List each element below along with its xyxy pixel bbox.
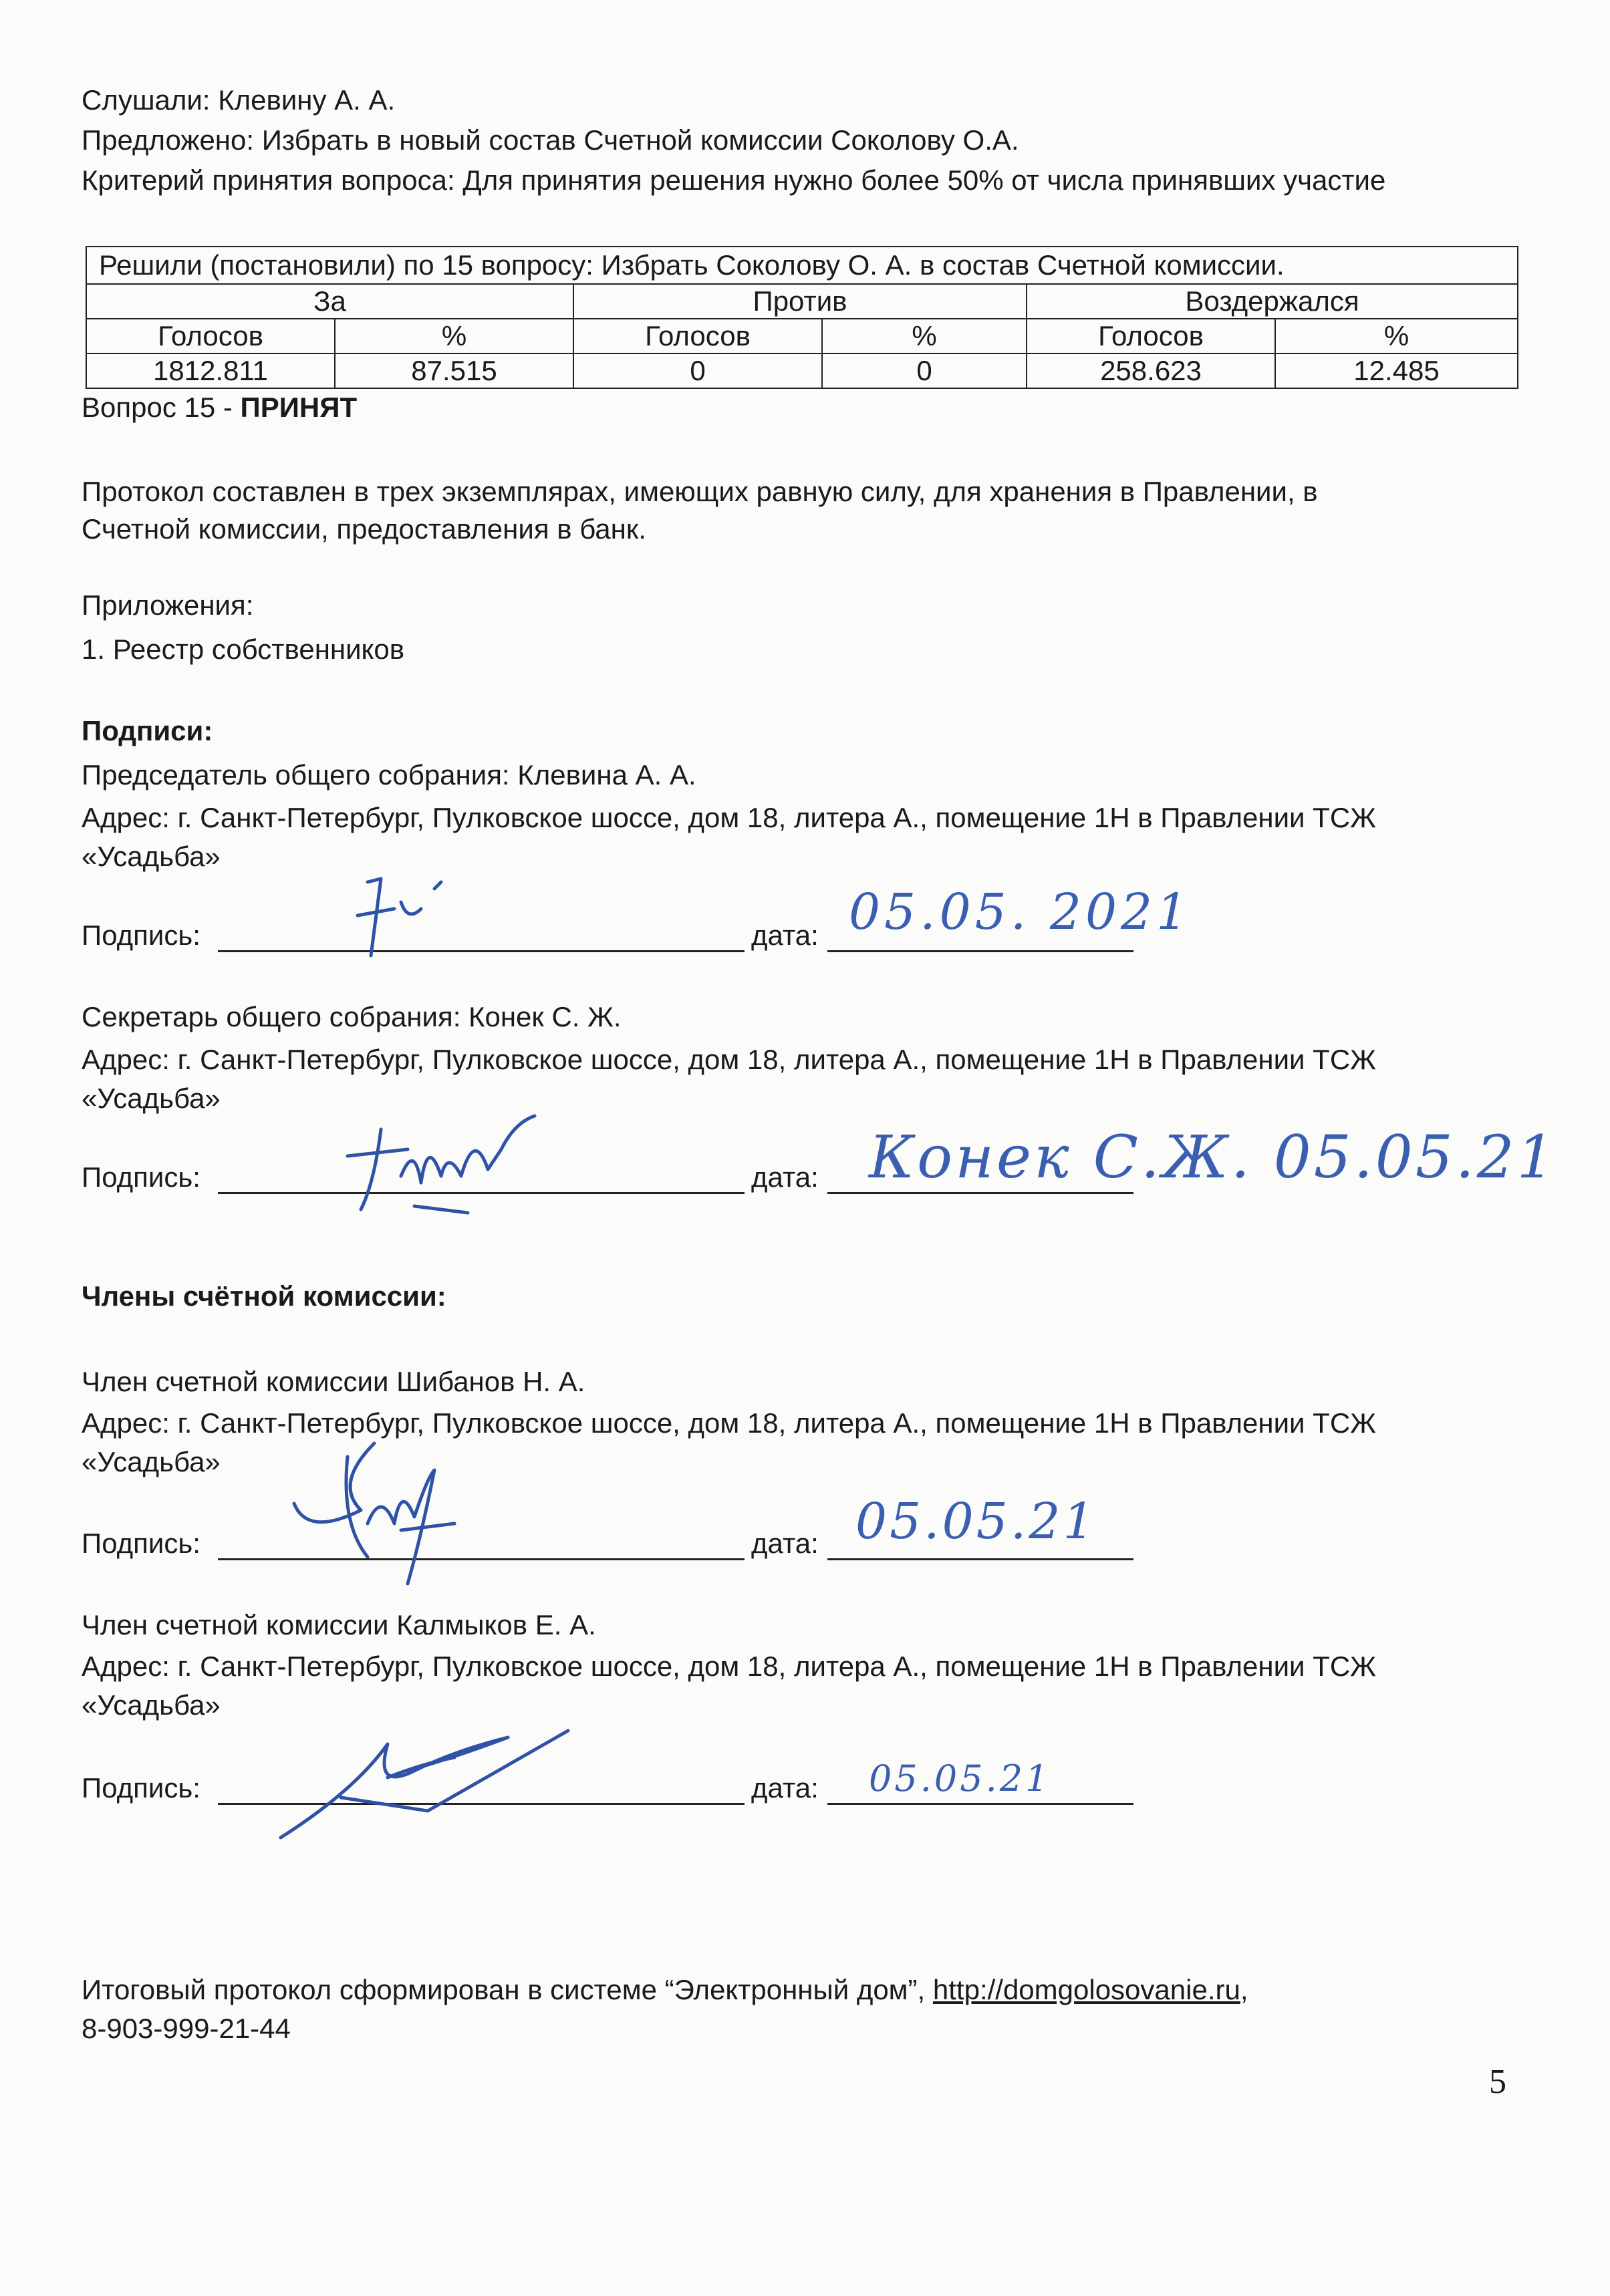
footer-text	[82, 1973, 1248, 2007]
criterion-line: Критерий принятия вопроса: Для принятия решения нужно более 50% от числа принявших участие	[82, 164, 1386, 196]
member-1-address-2: «Усадьба»	[82, 1446, 221, 1477]
vote-results-table	[86, 246, 1518, 389]
footer-website-link[interactable]: http://domgolosovanie.ru	[932, 1974, 1240, 2005]
page-number: 5	[1489, 2063, 1506, 2101]
secretary-role: Секретарь общего собрания: Конек С. Ж.	[82, 1001, 622, 1032]
member-2-date-line	[827, 1803, 1133, 1805]
footer-phone: 8-903-999-21-44	[82, 2013, 291, 2044]
member-2-address: Адрес: г. Санкт-Петербург, Пулковское шоссе, дом 18, литера А., помещение 1Н в Правлении ТСЖ	[82, 1651, 1376, 1682]
member-1-signature-label: Подпись:	[82, 1528, 200, 1559]
vote-caption: Решили (постановили) по 15 вопросу: Избрать Соколову О. А. в состав Счетной комиссии.	[86, 247, 1518, 284]
subheader-percent-for: %	[335, 319, 573, 353]
chairman-role: Председатель общего собрания: Клевина А. А.	[82, 759, 696, 791]
subheader-percent-abstained: %	[1275, 319, 1518, 353]
result-line	[82, 390, 357, 425]
secretary-date-label: дата:	[751, 1161, 819, 1193]
subheader-votes-against: Голосов	[573, 319, 822, 353]
member-1-date-label: дата:	[751, 1528, 819, 1559]
chairman-signature-label: Подпись:	[82, 919, 200, 951]
proposed-line: Предложено: Избрать в новый состав Счетной комиссии Соколову О.А.	[82, 124, 1019, 156]
secretary-signature-image	[334, 1096, 561, 1230]
group-against: Против	[573, 284, 1027, 319]
chairman-signature-image	[341, 862, 475, 969]
chairman-date-label: дата:	[751, 919, 819, 951]
chairman-signature-line	[218, 950, 745, 952]
secretary-date-handwritten: Конек С.Ж. 05.05.21	[869, 1123, 1557, 1191]
chairman-address: Адрес: г. Санкт-Петербург, Пулковское шоссе, дом 18, литера А., помещение 1Н в Правлении ТСЖ	[82, 802, 1376, 833]
value-percent-abstained: 12.485	[1275, 353, 1518, 388]
value-votes-abstained: 258.623	[1027, 353, 1275, 388]
signatures-title: Подписи:	[82, 715, 213, 746]
secretary-address-2: «Усадьба»	[82, 1083, 221, 1114]
secretary-date-line	[827, 1192, 1133, 1194]
result-status: ПРИНЯТ	[240, 392, 358, 423]
chairman-date-line	[827, 950, 1133, 952]
value-votes-for: 1812.811	[86, 353, 335, 388]
member-1-date-line	[827, 1558, 1133, 1560]
attachment-item-1: 1. Реестр собственников	[82, 633, 405, 665]
member-1-address: Адрес: г. Санкт-Петербург, Пулковское шоссе, дом 18, литера А., помещение 1Н в Правлении ТСЖ	[82, 1407, 1376, 1439]
group-abstained: Воздержался	[1027, 284, 1518, 319]
secretary-address: Адрес: г. Санкт-Петербург, Пулковское шоссе, дом 18, литера А., помещение 1Н в Правлении ТСЖ	[82, 1044, 1376, 1075]
member-2-address-2: «Усадьба»	[82, 1689, 221, 1721]
chairman-date-handwritten: 05.05. 2021	[849, 883, 1192, 941]
member-1-role: Член счетной комиссии Шибанов Н. А.	[82, 1366, 585, 1397]
value-percent-for: 87.515	[335, 353, 573, 388]
subheader-votes-for: Голосов	[86, 319, 335, 353]
member-2-date-handwritten: 05.05.21	[869, 1757, 1051, 1800]
footer-system-text: Итоговый протокол сформирован в системе “Электронный дом”,	[82, 1974, 933, 2005]
value-votes-against: 0	[573, 353, 822, 388]
attachments-title: Приложения:	[82, 589, 254, 621]
member-2-date-label: дата:	[751, 1772, 819, 1804]
commission-title: Члены счётной комиссии:	[82, 1280, 446, 1312]
result-prefix: Вопрос 15 -	[82, 392, 241, 423]
member-2-role: Член счетной комиссии Калмыков Е. А.	[82, 1609, 596, 1640]
member-2-signature-image	[254, 1717, 601, 1851]
member-2-signature-label: Подпись:	[82, 1772, 200, 1804]
footer-comma: ,	[1240, 1974, 1248, 2005]
chairman-address-2: «Усадьба»	[82, 841, 221, 872]
heard-line: Слушали: Клевину А. А.	[82, 84, 396, 116]
secretary-signature-label: Подпись:	[82, 1161, 200, 1193]
protocol-note-line-1: Протокол составлен в трех экземплярах, имеющих равную силу, для хранения в Правлении, в	[82, 476, 1318, 507]
group-for: За	[86, 284, 573, 319]
member-1-date-handwritten: 05.05.21	[855, 1493, 1097, 1550]
protocol-note-line-2: Счетной комиссии, предоставления в банк.	[82, 513, 646, 545]
subheader-percent-against: %	[822, 319, 1027, 353]
member-1-signature-image	[267, 1430, 468, 1590]
subheader-votes-abstained: Голосов	[1027, 319, 1275, 353]
value-percent-against: 0	[822, 353, 1027, 388]
